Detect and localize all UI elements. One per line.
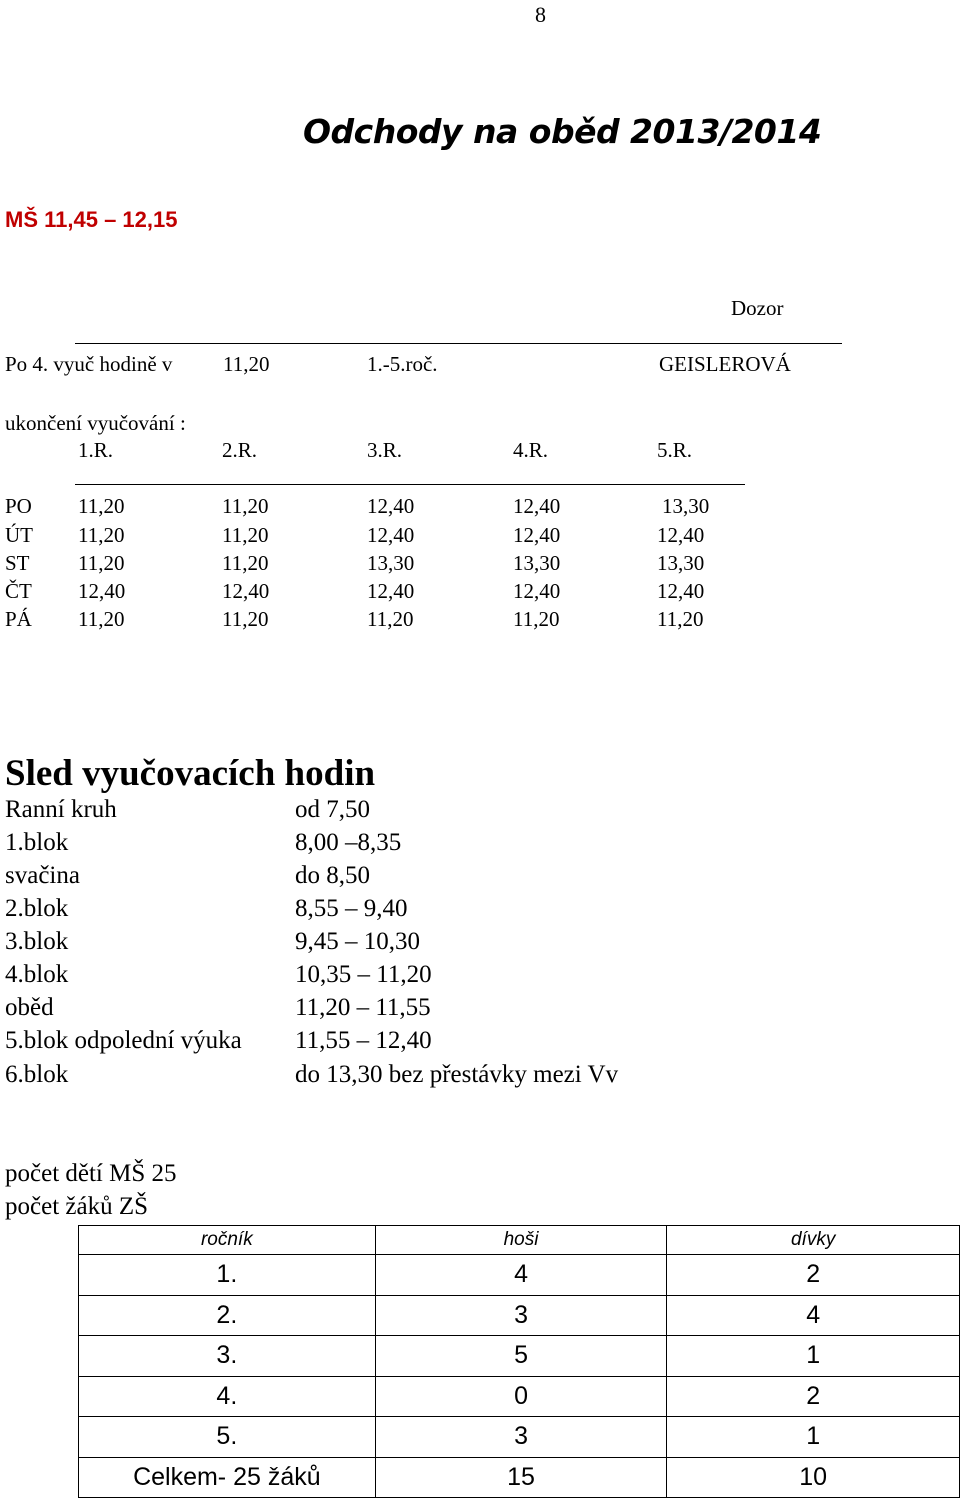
time-cell: 13,30 xyxy=(513,551,561,575)
grade-header: 3.R. xyxy=(367,438,403,462)
table-cell: 3 xyxy=(375,1295,667,1336)
table-cell: 2 xyxy=(667,1255,960,1296)
table-cell: 4 xyxy=(667,1295,960,1336)
divider-line xyxy=(75,484,745,485)
table-cell: 2. xyxy=(79,1295,376,1336)
time-cell: 12,40 xyxy=(222,579,270,603)
sequence-label: 5.blok odpolední výuka xyxy=(5,1027,242,1054)
sequence-label: svačina xyxy=(5,862,80,889)
sequence-heading: Sled vyučovacích hodin xyxy=(5,753,376,794)
sequence-label: 3.blok xyxy=(5,928,69,955)
time-cell: 12,40 xyxy=(657,523,705,547)
time-cell: 11,20 xyxy=(78,551,125,575)
table-cell: 15 xyxy=(375,1457,667,1498)
sequence-label: 6.blok xyxy=(5,1061,69,1088)
column-header: ročník xyxy=(79,1226,376,1255)
time-cell: 12,40 xyxy=(513,579,561,603)
ms-lunch-time: MŠ 11,45 – 12,15 xyxy=(5,207,178,232)
table-cell: 1 xyxy=(667,1417,960,1458)
time-cell: 11,20 xyxy=(78,523,125,547)
day-label: ČT xyxy=(5,579,32,603)
table-cell: 2 xyxy=(667,1376,960,1417)
table-cell: 1. xyxy=(79,1255,376,1296)
table-cell: 1 xyxy=(667,1336,960,1377)
duty-grades: 1.-5.roč. xyxy=(367,352,438,376)
day-label: ST xyxy=(5,551,30,575)
time-cell: 13,30 xyxy=(657,551,705,575)
time-cell: 13,30 xyxy=(662,494,710,518)
time-cell: 11,20 xyxy=(78,494,125,518)
duty-teacher: GEISLEROVÁ xyxy=(659,352,791,376)
time-cell: 12,40 xyxy=(367,494,415,518)
day-label: PÁ xyxy=(5,607,32,631)
table-row xyxy=(79,1295,960,1336)
sequence-time: 11,20 – 11,55 xyxy=(295,994,431,1021)
column-header: dívky xyxy=(667,1226,960,1255)
duty-text: Po 4. vyuč hodině v xyxy=(5,352,173,376)
sequence-label: 2.blok xyxy=(5,895,69,922)
grade-header: 2.R. xyxy=(222,438,258,462)
duty-time: 11,20 xyxy=(223,352,270,376)
sequence-time: od 7,50 xyxy=(295,796,370,823)
time-cell: 11,20 xyxy=(367,607,414,631)
time-cell: 12,40 xyxy=(657,579,705,603)
time-cell: 12,40 xyxy=(513,523,561,547)
time-cell: 12,40 xyxy=(367,579,415,603)
time-cell: 11,20 xyxy=(513,607,560,631)
sequence-time: 10,35 – 11,20 xyxy=(295,961,432,988)
grade-header: 1.R. xyxy=(78,438,114,462)
sequence-time: 11,55 – 12,40 xyxy=(295,1027,432,1054)
table-row xyxy=(79,1336,960,1377)
sequence-label: 4.blok xyxy=(5,961,69,988)
grade-header: 5.R. xyxy=(657,438,693,462)
table-header-row xyxy=(79,1226,960,1255)
table-row xyxy=(79,1417,960,1458)
dozor-label: Dozor xyxy=(731,296,784,320)
day-label: PO xyxy=(5,494,32,518)
page-number: 8 xyxy=(535,2,546,27)
table-cell: 4. xyxy=(79,1376,376,1417)
end-label: ukončení vyučování : xyxy=(5,411,186,435)
table-cell: 0 xyxy=(375,1376,667,1417)
time-cell: 11,20 xyxy=(657,607,704,631)
page-title: Odchody na oběd 2013/2014 xyxy=(303,112,822,151)
table-row xyxy=(79,1376,960,1417)
time-cell: 12,40 xyxy=(78,579,126,603)
pupil-count-table xyxy=(78,1225,960,1498)
sequence-time: 8,55 – 9,40 xyxy=(295,895,408,922)
day-label: ÚT xyxy=(5,523,33,547)
grade-header: 4.R. xyxy=(513,438,549,462)
table-cell: 5. xyxy=(79,1417,376,1458)
divider-line xyxy=(75,343,842,344)
table-cell: 3 xyxy=(375,1417,667,1458)
time-cell: 13,30 xyxy=(367,551,415,575)
time-cell: 11,20 xyxy=(222,523,269,547)
sequence-time: 8,00 –8,35 xyxy=(295,829,402,856)
table-total-row xyxy=(79,1457,960,1498)
count-ms: počet dětí MŠ 25 xyxy=(5,1160,177,1187)
column-header: hoši xyxy=(375,1226,667,1255)
sequence-label: Ranní kruh xyxy=(5,796,117,823)
time-cell: 11,20 xyxy=(222,607,269,631)
time-cell: 11,20 xyxy=(222,494,269,518)
table-cell: 4 xyxy=(375,1255,667,1296)
time-cell: 12,40 xyxy=(513,494,561,518)
sequence-time: do 8,50 xyxy=(295,862,370,889)
time-cell: 11,20 xyxy=(222,551,269,575)
sequence-label: 1.blok xyxy=(5,829,69,856)
sequence-time: do 13,30 bez přestávky mezi Vv xyxy=(295,1061,619,1088)
table-cell: 10 xyxy=(667,1457,960,1498)
sequence-label: oběd xyxy=(5,994,54,1021)
count-zs: počet žáků ZŠ xyxy=(5,1193,149,1220)
table-cell: 3. xyxy=(79,1336,376,1377)
table-row xyxy=(79,1255,960,1296)
time-cell: 12,40 xyxy=(367,523,415,547)
time-cell: 11,20 xyxy=(78,607,125,631)
table-cell: 5 xyxy=(375,1336,667,1377)
table-cell: Celkem- 25 žáků xyxy=(79,1457,376,1498)
sequence-time: 9,45 – 10,30 xyxy=(295,928,420,955)
